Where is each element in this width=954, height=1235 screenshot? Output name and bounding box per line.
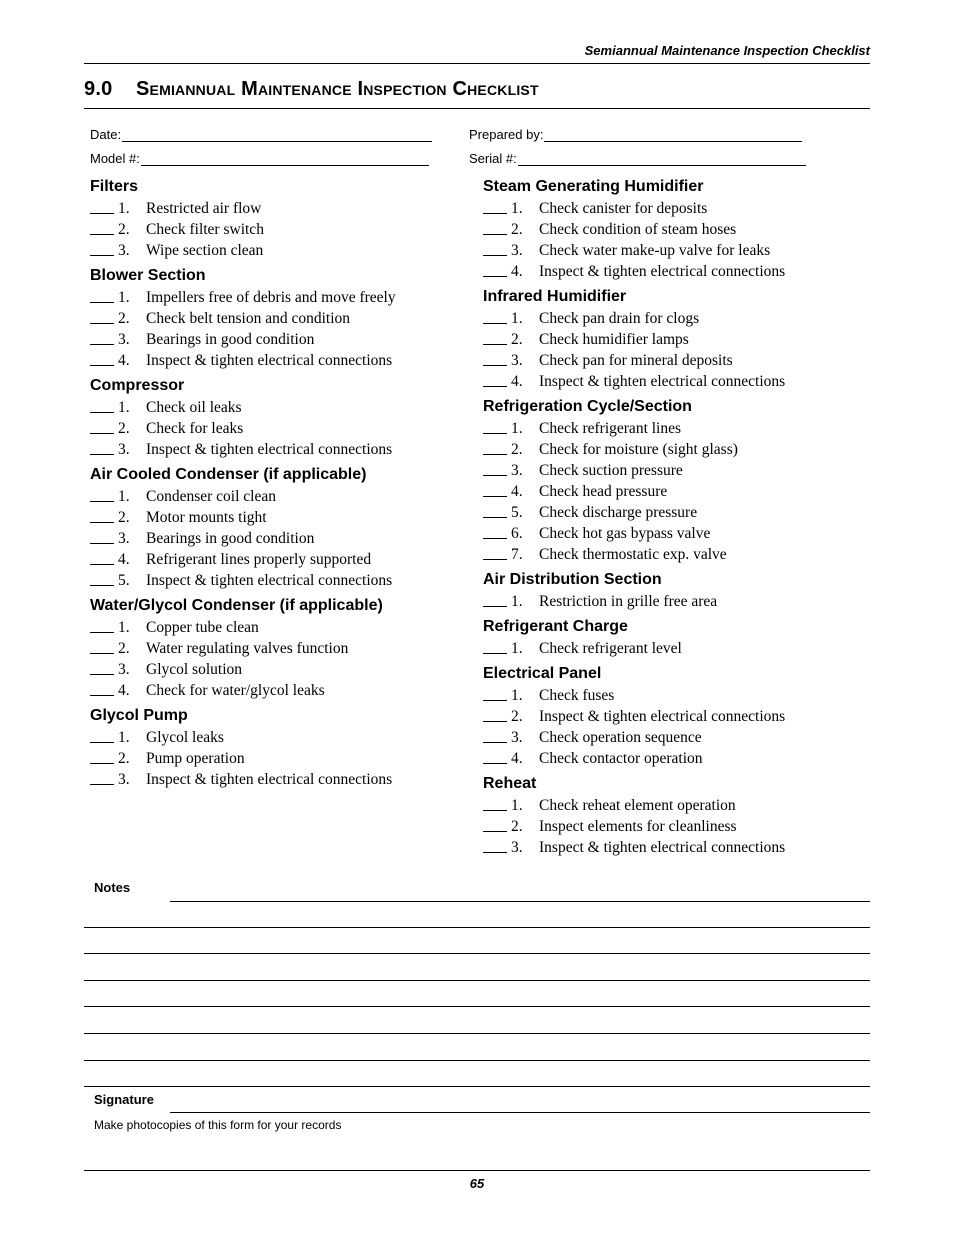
item-number: 1. bbox=[511, 310, 523, 327]
checklist-section-title: Reheat bbox=[483, 775, 537, 792]
item-number: 1. bbox=[511, 640, 523, 657]
checkbox-blank[interactable] bbox=[90, 680, 114, 696]
item-text: Check condition of steam hoses bbox=[539, 221, 737, 238]
checklist-item bbox=[483, 418, 873, 439]
checkbox-blank[interactable] bbox=[90, 549, 114, 565]
checkbox-blank[interactable] bbox=[483, 748, 507, 764]
checkbox-blank[interactable] bbox=[483, 460, 507, 476]
section-number: 9.0 bbox=[84, 78, 113, 100]
checklist-item bbox=[90, 617, 460, 638]
checklist-item bbox=[90, 418, 460, 439]
checklist-section-title: Steam Generating Humidifier bbox=[483, 178, 704, 195]
checkbox-blank[interactable] bbox=[483, 198, 507, 214]
item-text: Check thermostatic exp. valve bbox=[539, 546, 727, 563]
checkbox-blank[interactable] bbox=[90, 617, 114, 633]
checklist-item bbox=[483, 240, 873, 261]
checklist-item bbox=[483, 816, 873, 837]
item-number: 3. bbox=[118, 661, 130, 678]
item-number: 3. bbox=[511, 839, 523, 856]
item-number: 2. bbox=[511, 818, 523, 835]
item-number: 2. bbox=[118, 640, 130, 657]
prepared-by-label: Prepared by: bbox=[469, 127, 544, 142]
checklist-item bbox=[90, 350, 460, 371]
checklist-item bbox=[483, 685, 873, 706]
item-text: Impellers free of debris and move freely bbox=[146, 289, 396, 306]
checklist-section-title: Air Cooled Condenser (if applicable) bbox=[90, 466, 367, 483]
item-number: 5. bbox=[511, 504, 523, 521]
item-number: 7. bbox=[511, 546, 523, 563]
item-number: 2. bbox=[118, 420, 130, 437]
checklist-section-title: Infrared Humidifier bbox=[483, 288, 627, 305]
checkbox-blank[interactable] bbox=[483, 219, 507, 235]
checkbox-blank[interactable] bbox=[483, 816, 507, 832]
item-number: 2. bbox=[118, 310, 130, 327]
item-number: 5. bbox=[118, 572, 130, 589]
checkbox-blank[interactable] bbox=[90, 329, 114, 345]
checkbox-blank[interactable] bbox=[483, 502, 507, 518]
item-number: 3. bbox=[511, 242, 523, 259]
item-text: Motor mounts tight bbox=[146, 509, 267, 526]
item-number: 4. bbox=[118, 551, 130, 568]
item-number: 3. bbox=[118, 242, 130, 259]
item-text: Inspect & tighten electrical connections bbox=[539, 263, 786, 280]
signature-label: Signature bbox=[94, 1092, 154, 1107]
checklist-item bbox=[90, 680, 460, 701]
checkbox-blank[interactable] bbox=[483, 261, 507, 277]
checklist-section-title: Water/Glycol Condenser (if applicable) bbox=[90, 597, 383, 614]
checklist-item bbox=[90, 486, 460, 507]
item-text: Wipe section clean bbox=[146, 242, 264, 259]
checklist-item bbox=[483, 198, 873, 219]
checklist-item bbox=[90, 727, 460, 748]
item-text: Restricted air flow bbox=[146, 200, 262, 217]
checklist-section-title: Blower Section bbox=[90, 267, 206, 284]
checkbox-blank[interactable] bbox=[483, 329, 507, 345]
checkbox-blank[interactable] bbox=[90, 287, 114, 303]
serial-field bbox=[469, 151, 806, 166]
item-text: Glycol leaks bbox=[146, 729, 224, 746]
item-text: Check reheat element operation bbox=[539, 797, 736, 814]
item-number: 4. bbox=[511, 483, 523, 500]
item-text: Inspect & tighten electrical connections bbox=[539, 373, 786, 390]
checklist-item bbox=[90, 659, 460, 680]
checklist-item bbox=[90, 748, 460, 769]
date-input-line[interactable] bbox=[122, 128, 432, 142]
checkbox-blank[interactable] bbox=[90, 748, 114, 764]
notes-line[interactable] bbox=[84, 1060, 870, 1061]
checklist-item bbox=[483, 439, 873, 460]
item-text: Bearings in good condition bbox=[146, 331, 315, 348]
item-text: Check for leaks bbox=[146, 420, 244, 437]
model-field bbox=[90, 151, 429, 166]
item-text: Check hot gas bypass valve bbox=[539, 525, 711, 542]
notes-line[interactable] bbox=[170, 901, 870, 902]
item-text: Check discharge pressure bbox=[539, 504, 698, 521]
checkbox-blank[interactable] bbox=[483, 418, 507, 434]
checkbox-blank[interactable] bbox=[483, 240, 507, 256]
checkbox-blank[interactable] bbox=[90, 418, 114, 434]
checklist-item bbox=[483, 591, 873, 612]
item-text: Inspect & tighten electrical connections bbox=[146, 572, 393, 589]
item-number: 2. bbox=[511, 221, 523, 238]
item-text: Check oil leaks bbox=[146, 399, 242, 416]
item-number: 1. bbox=[511, 420, 523, 437]
checkbox-blank[interactable] bbox=[90, 769, 114, 785]
item-text: Restriction in grille free area bbox=[539, 593, 718, 610]
notes-label: Notes bbox=[94, 880, 131, 895]
checkbox-blank[interactable] bbox=[90, 507, 114, 523]
checkbox-blank[interactable] bbox=[90, 397, 114, 413]
section-title-heading bbox=[84, 78, 539, 101]
notes-line[interactable] bbox=[84, 927, 870, 928]
item-number: 2. bbox=[118, 509, 130, 526]
serial-label: Serial #: bbox=[469, 151, 517, 166]
page-number: 65 bbox=[469, 1176, 485, 1191]
checkbox-blank[interactable] bbox=[90, 198, 114, 214]
model-input-line[interactable] bbox=[141, 152, 429, 166]
item-number: 6. bbox=[511, 525, 523, 542]
model-label: Model #: bbox=[90, 151, 140, 166]
item-number: 4. bbox=[511, 263, 523, 280]
item-number: 3. bbox=[118, 441, 130, 458]
item-text: Condenser coil clean bbox=[146, 488, 276, 505]
item-number: 1. bbox=[118, 619, 130, 636]
item-text: Inspect & tighten electrical connections bbox=[146, 771, 393, 788]
item-text: Inspect elements for cleanliness bbox=[539, 818, 737, 835]
item-number: 3. bbox=[511, 729, 523, 746]
item-text: Check refrigerant lines bbox=[539, 420, 682, 437]
checklist-item bbox=[90, 528, 460, 549]
item-text: Pump operation bbox=[146, 750, 245, 767]
item-number: 2. bbox=[511, 331, 523, 348]
serial-input-line[interactable] bbox=[518, 152, 806, 166]
item-text: Copper tube clean bbox=[146, 619, 259, 636]
checklist-item bbox=[483, 748, 873, 769]
checklist-item bbox=[90, 219, 460, 240]
checklist-item bbox=[90, 549, 460, 570]
item-text: Check water make-up valve for leaks bbox=[539, 242, 771, 259]
checkbox-blank[interactable] bbox=[90, 240, 114, 256]
item-text: Check head pressure bbox=[539, 483, 668, 500]
prepared-by-field bbox=[469, 127, 802, 142]
item-number: 4. bbox=[118, 682, 130, 699]
item-text: Check for water/glycol leaks bbox=[146, 682, 325, 699]
checkbox-blank[interactable] bbox=[483, 481, 507, 497]
item-text: Bearings in good condition bbox=[146, 530, 315, 547]
checkbox-blank[interactable] bbox=[483, 706, 507, 722]
item-text: Inspect & tighten electrical connections bbox=[539, 708, 786, 725]
checkbox-blank[interactable] bbox=[90, 439, 114, 455]
checklist-right-column bbox=[483, 176, 873, 858]
date-label: Date: bbox=[90, 127, 122, 142]
checklist-section-title: Compressor bbox=[90, 377, 185, 394]
item-text: Check canister for deposits bbox=[539, 200, 708, 217]
checkbox-blank[interactable] bbox=[483, 591, 507, 607]
item-number: 1. bbox=[118, 488, 130, 505]
checkbox-blank[interactable] bbox=[483, 350, 507, 366]
checklist-item bbox=[483, 481, 873, 502]
signature-line[interactable] bbox=[170, 1112, 870, 1113]
checklist-item bbox=[90, 570, 460, 591]
item-text: Inspect & tighten electrical connections bbox=[539, 839, 786, 856]
item-number: 2. bbox=[118, 221, 130, 238]
item-number: 3. bbox=[118, 530, 130, 547]
item-text: Check humidifier lamps bbox=[539, 331, 689, 348]
checklist-item bbox=[483, 638, 873, 659]
item-text: Check contactor operation bbox=[539, 750, 703, 767]
checklist-item bbox=[483, 544, 873, 565]
item-text: Check operation sequence bbox=[539, 729, 702, 746]
item-number: 1. bbox=[511, 687, 523, 704]
notes-line[interactable] bbox=[84, 1033, 870, 1034]
notes-line[interactable] bbox=[84, 980, 870, 981]
item-text: Check suction pressure bbox=[539, 462, 683, 479]
item-number: 1. bbox=[511, 593, 523, 610]
checkbox-blank[interactable] bbox=[483, 371, 507, 387]
checkbox-blank[interactable] bbox=[483, 544, 507, 560]
item-number: 1. bbox=[511, 200, 523, 217]
checklist-item bbox=[483, 837, 873, 858]
prepared-by-input-line[interactable] bbox=[544, 128, 802, 142]
checklist-item bbox=[483, 795, 873, 816]
item-number: 4. bbox=[511, 373, 523, 390]
checklist-item bbox=[90, 329, 460, 350]
item-number: 1. bbox=[511, 797, 523, 814]
checklist-item bbox=[483, 706, 873, 727]
checklist-item bbox=[483, 502, 873, 523]
item-number: 2. bbox=[511, 441, 523, 458]
checklist-item bbox=[90, 638, 460, 659]
item-text: Check pan for mineral deposits bbox=[539, 352, 733, 369]
notes-line[interactable] bbox=[84, 1006, 870, 1007]
checklist-item bbox=[90, 287, 460, 308]
checklist-section-title: Refrigerant Charge bbox=[483, 618, 628, 635]
checklist-section-title: Electrical Panel bbox=[483, 665, 602, 682]
checkbox-blank[interactable] bbox=[90, 570, 114, 586]
item-text: Water regulating valves function bbox=[146, 640, 349, 657]
checklist-item bbox=[90, 198, 460, 219]
item-number: 3. bbox=[118, 771, 130, 788]
item-text: Check pan drain for clogs bbox=[539, 310, 700, 327]
checkbox-blank[interactable] bbox=[483, 308, 507, 324]
date-field bbox=[90, 127, 432, 142]
checkbox-blank[interactable] bbox=[90, 308, 114, 324]
item-number: 1. bbox=[118, 399, 130, 416]
item-number: 3. bbox=[511, 352, 523, 369]
checklist-section-title: Air Distribution Section bbox=[483, 571, 662, 588]
checkbox-blank[interactable] bbox=[483, 837, 507, 853]
checkbox-blank[interactable] bbox=[483, 727, 507, 743]
checklist-item bbox=[483, 350, 873, 371]
checklist-item bbox=[483, 727, 873, 748]
item-number: 2. bbox=[511, 708, 523, 725]
item-number: 1. bbox=[118, 729, 130, 746]
item-number: 3. bbox=[118, 331, 130, 348]
item-number: 4. bbox=[511, 750, 523, 767]
item-text: Inspect & tighten electrical connections bbox=[146, 352, 393, 369]
checkbox-blank[interactable] bbox=[90, 659, 114, 675]
checkbox-blank[interactable] bbox=[90, 350, 114, 366]
checkbox-blank[interactable] bbox=[90, 486, 114, 502]
checklist-item bbox=[483, 371, 873, 392]
checklist-item bbox=[90, 240, 460, 261]
checkbox-blank[interactable] bbox=[90, 219, 114, 235]
running-header: Semiannual Maintenance Inspection Checklist bbox=[584, 43, 870, 58]
checkbox-blank[interactable] bbox=[90, 528, 114, 544]
checkbox-blank[interactable] bbox=[483, 439, 507, 455]
checkbox-blank[interactable] bbox=[483, 795, 507, 811]
notes-line[interactable] bbox=[84, 953, 870, 954]
checklist-item bbox=[483, 219, 873, 240]
checklist-item bbox=[90, 769, 460, 790]
item-text: Check for moisture (sight glass) bbox=[539, 441, 738, 458]
checklist-left-column bbox=[90, 176, 460, 790]
item-text: Check belt tension and condition bbox=[146, 310, 351, 327]
item-text: Check fuses bbox=[539, 687, 615, 704]
item-number: 1. bbox=[118, 289, 130, 306]
item-text: Inspect & tighten electrical connections bbox=[146, 441, 393, 458]
title-rule bbox=[84, 108, 870, 109]
checklist-section-title: Glycol Pump bbox=[90, 707, 188, 724]
checklist-item bbox=[90, 397, 460, 418]
checkbox-blank[interactable] bbox=[483, 523, 507, 539]
checklist-item bbox=[483, 523, 873, 544]
checklist-item bbox=[483, 308, 873, 329]
checklist-item bbox=[90, 308, 460, 329]
checklist-item bbox=[483, 261, 873, 282]
checklist-item bbox=[483, 329, 873, 350]
item-text: Check filter switch bbox=[146, 221, 264, 238]
checklist-item bbox=[90, 439, 460, 460]
checklist-section-title: Filters bbox=[90, 178, 139, 195]
section-title-text: Semiannual Maintenance Inspection Checklist bbox=[136, 78, 539, 100]
item-number: 3. bbox=[511, 462, 523, 479]
checkbox-blank[interactable] bbox=[483, 638, 507, 654]
item-number: 1. bbox=[118, 200, 130, 217]
checkbox-blank[interactable] bbox=[90, 638, 114, 654]
header-rule bbox=[84, 63, 870, 64]
checkbox-blank[interactable] bbox=[90, 727, 114, 743]
checklist-section-title: Refrigeration Cycle/Section bbox=[483, 398, 692, 415]
item-number: 2. bbox=[118, 750, 130, 767]
photocopy-note: Make photocopies of this form for your records bbox=[94, 1118, 342, 1132]
checklist-item bbox=[483, 460, 873, 481]
item-number: 4. bbox=[118, 352, 130, 369]
item-text: Refrigerant lines properly supported bbox=[146, 551, 372, 568]
checkbox-blank[interactable] bbox=[483, 685, 507, 701]
footer-rule bbox=[84, 1170, 870, 1171]
item-text: Check refrigerant level bbox=[539, 640, 682, 657]
item-text: Glycol solution bbox=[146, 661, 243, 678]
checklist-item bbox=[90, 507, 460, 528]
notes-line[interactable] bbox=[84, 1086, 870, 1087]
